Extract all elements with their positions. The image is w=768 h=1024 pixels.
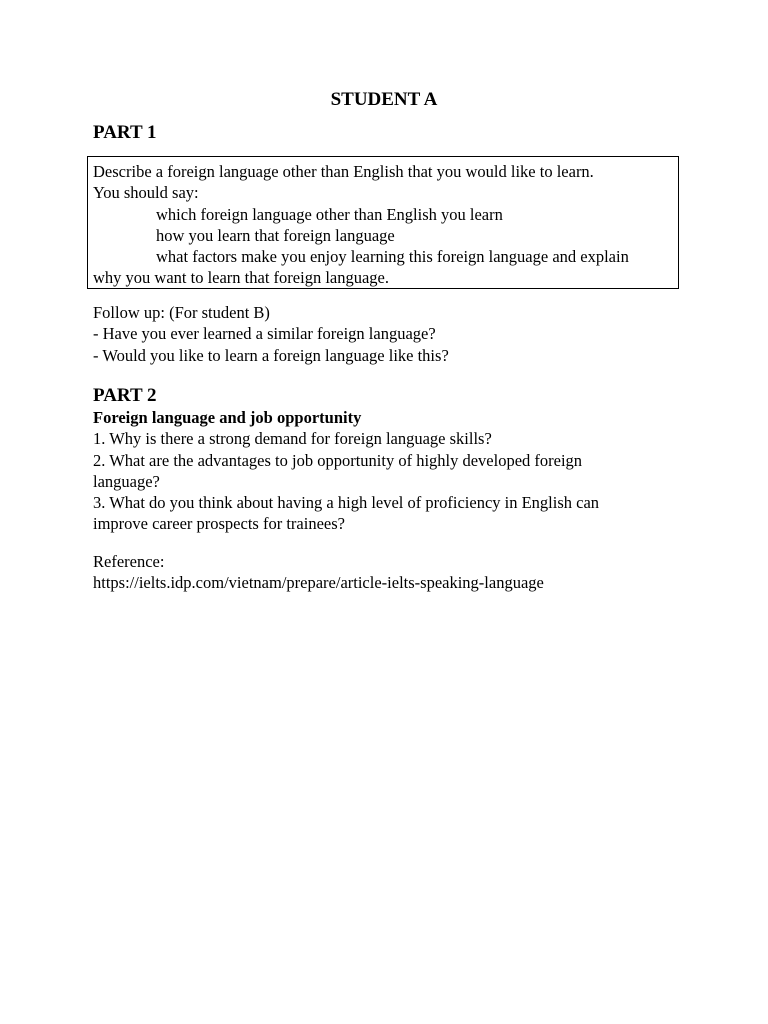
part2-question: 3. What do you think about having a high level of proficiency in English can <box>93 493 600 513</box>
task-point: what factors make you enjoy learning this foreign language and explain <box>156 247 629 267</box>
reference-label: Reference: <box>93 552 165 571</box>
part1-heading: PART 1 <box>93 122 157 143</box>
part2-heading: PART 2 <box>93 385 157 406</box>
task-continuation: why you want to learn that foreign language. <box>93 268 389 288</box>
task-point: which foreign language other than English you learn <box>156 204 503 224</box>
part2-question: language? <box>93 471 160 491</box>
task-card-box <box>87 156 679 289</box>
part2-subheading: Foreign language and job opportunity <box>93 408 362 427</box>
follow-up-label: Follow up: (For student B) <box>93 303 270 322</box>
part2-question: 2. What are the advantages to job opportunity of highly developed foreign <box>93 450 583 470</box>
task-point: how you learn that foreign language <box>156 225 395 245</box>
task-intro: Describe a foreign language other than English that you would like to learn. <box>93 162 594 181</box>
task-should-say: You should say: <box>93 183 199 203</box>
part2-question: improve career prospects for trainees? <box>93 514 345 534</box>
follow-up-question: - Would you like to learn a foreign language like this? <box>93 345 449 365</box>
reference-url: https://ielts.idp.com/vietnam/prepare/article-ielts-speaking-language <box>93 573 544 593</box>
part2-question: 1. Why is there a strong demand for foreign language skills? <box>93 429 492 449</box>
page-title: STUDENT A <box>330 89 438 110</box>
follow-up-section <box>93 302 693 366</box>
follow-up-question: - Have you ever learned a similar foreign language? <box>93 324 436 344</box>
reference-section <box>93 551 693 594</box>
part2-section <box>93 407 693 535</box>
